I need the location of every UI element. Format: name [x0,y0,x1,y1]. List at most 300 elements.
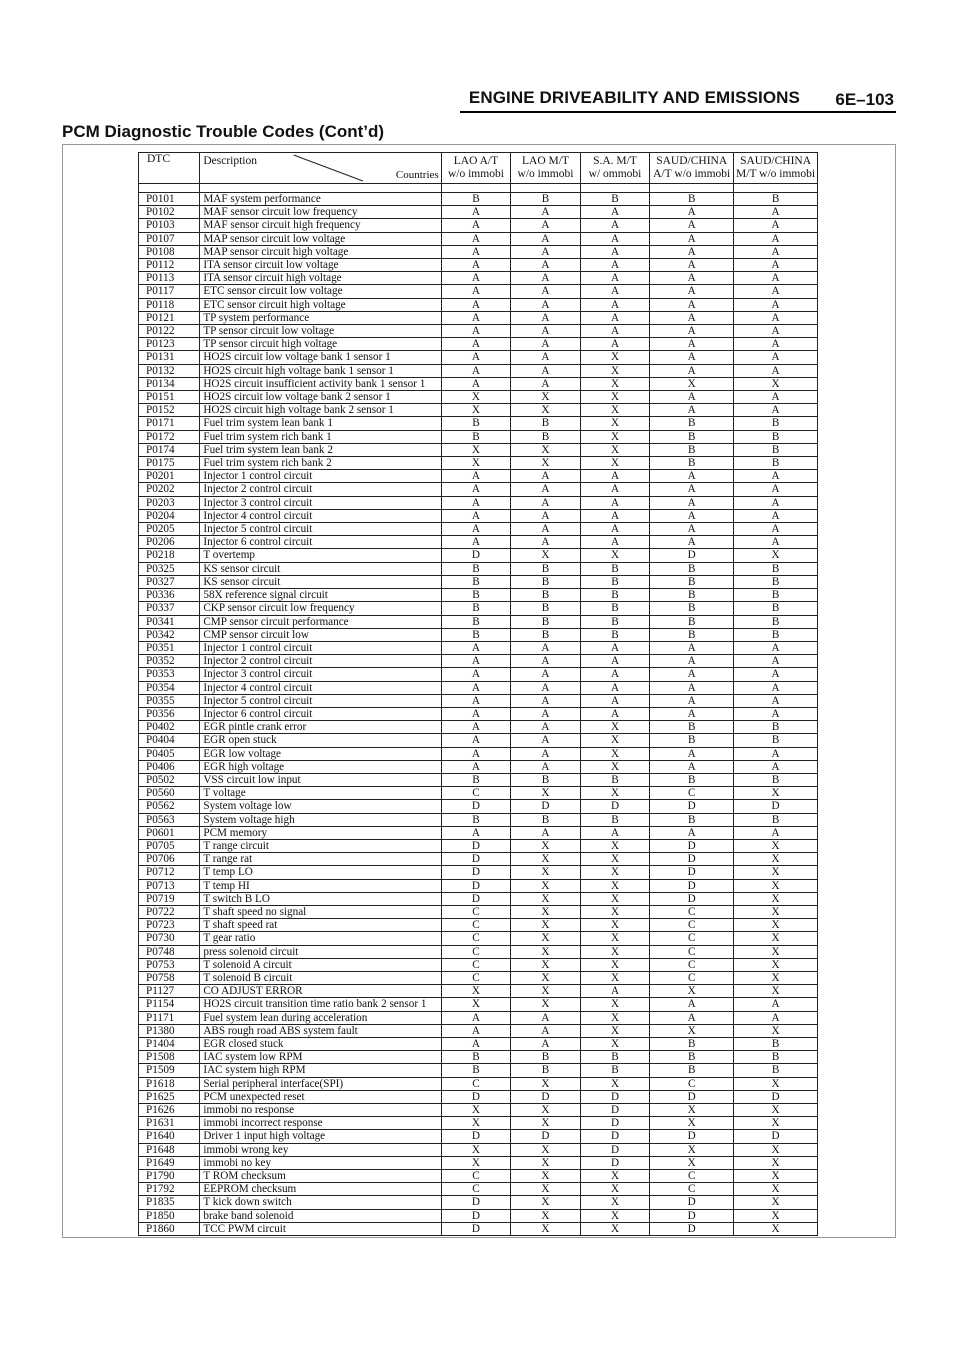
dtc-description: Injector 2 control circuit [200,655,441,668]
table-row [139,325,818,338]
dtc-status-cell: X [580,391,650,404]
table-row [139,655,818,668]
col-header-lao-at [441,153,511,184]
dtc-status-cell: A [511,747,581,760]
table-row [139,1117,818,1130]
dtc-status-cell: A [511,668,581,681]
dtc-status-cell: X [511,1209,581,1222]
table-row [139,866,818,879]
dtc-status-cell: A [650,219,734,232]
dtc-status-cell: A [511,259,581,272]
dtc-status-cell: A [650,523,734,536]
dtc-code: P0204 [139,509,200,522]
dtc-status-cell: X [650,1156,734,1169]
dtc-status-cell: B [650,193,734,206]
table-row [139,1077,818,1090]
dtc-status-cell: B [734,813,818,826]
table-row [139,694,818,707]
dtc-status-cell: A [580,206,650,219]
dtc-status-cell: B [734,417,818,430]
dtc-status-cell: C [441,919,511,932]
dtc-status-cell: B [734,615,818,628]
dtc-description: VSS circuit low input [200,773,441,786]
dtc-status-cell: X [580,787,650,800]
dtc-description: Injector 5 control circuit [200,523,441,536]
table-row [139,734,818,747]
dtc-status-cell: B [441,575,511,588]
table-row [139,377,818,390]
dtc-status-cell: B [511,628,581,641]
dtc-status-cell: X [580,351,650,364]
dtc-status-cell: A [734,509,818,522]
dtc-description: T shaft speed no signal [200,905,441,918]
table-row [139,457,818,470]
table-row [139,298,818,311]
dtc-status-cell: X [511,1143,581,1156]
table-row [139,1130,818,1143]
col-header-line1: LAO M/T [521,155,569,167]
dtc-description: HO2S circuit low voltage bank 2 sensor 1 [200,391,441,404]
dtc-status-cell: C [441,1077,511,1090]
dtc-description: EGR open stuck [200,734,441,747]
dtc-status-cell: A [580,523,650,536]
dtc-status-cell: X [511,971,581,984]
dtc-status-cell: D [441,1222,511,1235]
dtc-status-cell: X [734,1170,818,1183]
table-row [139,839,818,852]
dtc-code: P0342 [139,628,200,641]
col-header-line1: S.A. M/T [593,155,637,167]
col-header-dtc: DTC [139,153,200,184]
dtc-status-cell: X [511,1156,581,1169]
col-header-description [200,153,441,184]
table-row [139,285,818,298]
dtc-status-cell: B [511,1064,581,1077]
dtc-status-cell: A [511,523,581,536]
dtc-description: ABS rough road ABS system fault [200,1024,441,1037]
col-header-line2: A/T w/o immobi [653,168,731,180]
table-row [139,470,818,483]
dtc-status-cell: A [650,509,734,522]
dtc-status-cell: D [580,800,650,813]
dtc-code: P0705 [139,839,200,852]
dtc-code: P1850 [139,1209,200,1222]
dtc-description: TP system performance [200,311,441,324]
dtc-status-cell: C [650,787,734,800]
dtc-status-cell: X [511,404,581,417]
dtc-code: P0121 [139,311,200,324]
dtc-status-cell: A [511,826,581,839]
table-row [139,892,818,905]
dtc-status-cell: A [441,219,511,232]
dtc-status-cell: A [734,351,818,364]
dtc-status-cell: B [580,813,650,826]
dtc-code: P0713 [139,879,200,892]
dtc-status-cell: A [650,496,734,509]
dtc-status-cell: A [511,470,581,483]
dtc-status-cell: A [580,985,650,998]
dtc-status-cell: B [580,773,650,786]
dtc-status-cell: X [441,1143,511,1156]
description-label: Description [203,155,257,167]
table-row [139,562,818,575]
dtc-status-cell: B [734,721,818,734]
dtc-status-cell: A [580,259,650,272]
dtc-status-cell: X [734,971,818,984]
dtc-status-cell: A [441,734,511,747]
dtc-description: Injector 1 control circuit [200,641,441,654]
dtc-status-cell: B [650,1051,734,1064]
dtc-status-cell: A [441,245,511,258]
dtc-status-cell: X [734,1077,818,1090]
dtc-code: P0351 [139,641,200,654]
dtc-status-cell: X [734,1156,818,1169]
dtc-status-cell: A [650,655,734,668]
table-row [139,905,818,918]
dtc-status-cell: A [734,496,818,509]
dtc-status-cell: X [511,919,581,932]
dtc-status-cell: B [511,773,581,786]
dtc-status-cell: C [441,932,511,945]
dtc-status-cell: X [441,457,511,470]
dtc-status-cell: B [734,562,818,575]
dtc-status-cell: A [580,311,650,324]
dtc-status-cell: A [650,760,734,773]
dtc-status-cell: X [650,1143,734,1156]
dtc-status-cell: A [650,351,734,364]
dtc-status-cell: X [580,747,650,760]
dtc-status-cell: X [580,1011,650,1024]
dtc-table [138,152,818,1236]
dtc-status-cell: A [441,1038,511,1051]
dtc-status-cell: X [441,391,511,404]
dtc-status-cell: X [650,1024,734,1037]
dtc-status-cell: D [734,1130,818,1143]
table-row [139,417,818,430]
dtc-status-cell: B [650,417,734,430]
dtc-code: P0341 [139,615,200,628]
dtc-status-cell: X [734,1209,818,1222]
dtc-status-cell: A [734,272,818,285]
table-row [139,958,818,971]
dtc-description: T kick down switch [200,1196,441,1209]
dtc-status-cell: A [441,707,511,720]
table-row [139,826,818,839]
dtc-status-cell: A [441,681,511,694]
dtc-status-cell: X [650,1117,734,1130]
dtc-status-cell: A [511,655,581,668]
dtc-description: ITA sensor circuit high voltage [200,272,441,285]
dtc-status-cell: A [511,641,581,654]
table-row [139,549,818,562]
dtc-status-cell: C [650,919,734,932]
dtc-status-cell: X [734,1183,818,1196]
dtc-description: EGR low voltage [200,747,441,760]
dtc-status-cell: D [441,853,511,866]
dtc-status-cell: C [441,1183,511,1196]
dtc-status-cell: X [441,1156,511,1169]
dtc-status-cell: B [441,773,511,786]
dtc-status-cell: A [650,245,734,258]
dtc-code: P0152 [139,404,200,417]
dtc-status-cell: D [441,866,511,879]
dtc-code: P0748 [139,945,200,958]
table-row [139,272,818,285]
dtc-status-cell: C [441,958,511,971]
dtc-description: IAC system high RPM [200,1064,441,1077]
dtc-status-cell: D [734,800,818,813]
dtc-status-cell: B [734,602,818,615]
dtc-code: P0354 [139,681,200,694]
dtc-code: P0723 [139,919,200,932]
dtc-status-cell: A [650,707,734,720]
dtc-status-cell: B [650,1064,734,1077]
dtc-status-cell: X [511,866,581,879]
dtc-description: HO2S circuit low voltage bank 1 sensor 1 [200,351,441,364]
dtc-status-cell: A [511,1024,581,1037]
dtc-status-cell: X [511,879,581,892]
dtc-status-cell: X [441,1117,511,1130]
dtc-status-cell: X [580,1196,650,1209]
dtc-status-cell: X [734,879,818,892]
dtc-status-cell: X [734,1222,818,1235]
dtc-code: P0171 [139,417,200,430]
dtc-description: Serial peripheral interface(SPI) [200,1077,441,1090]
dtc-status-cell: A [580,483,650,496]
dtc-description: ITA sensor circuit low voltage [200,259,441,272]
table-row [139,1209,818,1222]
dtc-status-cell: A [650,470,734,483]
dtc-status-cell: A [511,285,581,298]
dtc-status-cell: A [650,641,734,654]
dtc-description: T solenoid B circuit [200,971,441,984]
dtc-description: EGR closed stuck [200,1038,441,1051]
table-row [139,1090,818,1103]
dtc-status-cell: X [580,404,650,417]
dtc-status-cell: X [511,839,581,852]
dtc-status-cell: X [734,958,818,971]
dtc-status-cell: B [441,602,511,615]
dtc-description: Fuel trim system rich bank 2 [200,457,441,470]
dtc-status-cell: X [734,866,818,879]
dtc-status-cell: X [580,760,650,773]
dtc-status-cell: X [734,377,818,390]
dtc-status-cell: A [441,694,511,707]
dtc-status-cell: A [734,641,818,654]
dtc-status-cell: A [441,760,511,773]
dtc-status-cell: B [734,575,818,588]
dtc-status-cell: A [650,694,734,707]
dtc-status-cell: X [650,1104,734,1117]
dtc-status-cell: A [441,259,511,272]
dtc-status-cell: D [650,879,734,892]
dtc-status-cell: A [734,470,818,483]
table-row [139,1064,818,1077]
dtc-description: Injector 3 control circuit [200,668,441,681]
table-row [139,575,818,588]
dtc-code: P0101 [139,193,200,206]
dtc-status-cell: A [511,536,581,549]
dtc-status-cell: X [580,1183,650,1196]
table-row [139,1051,818,1064]
dtc-description: CKP sensor circuit low frequency [200,602,441,615]
dtc-status-cell: D [650,1090,734,1103]
table-row [139,523,818,536]
dtc-status-cell: A [650,311,734,324]
dtc-description: Injector 4 control circuit [200,681,441,694]
col-header-line2: w/o immobi [517,168,574,180]
dtc-code: P1618 [139,1077,200,1090]
dtc-status-cell: X [650,985,734,998]
dtc-description: MAF sensor circuit low frequency [200,206,441,219]
dtc-status-cell: A [650,826,734,839]
table-row [139,681,818,694]
dtc-status-cell: B [511,602,581,615]
dtc-status-cell: X [580,905,650,918]
dtc-status-cell: A [511,483,581,496]
dtc-status-cell: D [580,1130,650,1143]
section-title: PCM Diagnostic Trouble Codes (Cont’d) [62,122,385,141]
dtc-status-cell: A [650,536,734,549]
dtc-status-cell: B [650,615,734,628]
dtc-status-cell: A [580,232,650,245]
dtc-code: P0753 [139,958,200,971]
dtc-status-cell: B [580,562,650,575]
dtc-status-cell: X [580,1038,650,1051]
dtc-description: CMP sensor circuit performance [200,615,441,628]
dtc-status-cell: A [580,536,650,549]
dtc-status-cell: A [650,404,734,417]
dtc-status-cell: A [650,747,734,760]
dtc-code: P0560 [139,787,200,800]
dtc-status-cell: X [580,1077,650,1090]
dtc-code: P0405 [139,747,200,760]
dtc-code: P0205 [139,523,200,536]
dtc-status-cell: C [650,971,734,984]
dtc-status-cell: X [734,1143,818,1156]
dtc-code: P0563 [139,813,200,826]
table-row [139,483,818,496]
col-header-saud-china-mt [734,153,818,184]
table-row [139,443,818,456]
dtc-status-cell: B [511,589,581,602]
dtc-status-cell: X [734,932,818,945]
dtc-status-cell: A [441,668,511,681]
dtc-code: P0112 [139,259,200,272]
dtc-description: Injector 6 control circuit [200,536,441,549]
dtc-description: TP sensor circuit high voltage [200,338,441,351]
table-row [139,813,818,826]
dtc-status-cell: X [511,443,581,456]
table-row [139,641,818,654]
dtc-status-cell: A [734,655,818,668]
dtc-code: P0206 [139,536,200,549]
dtc-description: T solenoid A circuit [200,958,441,971]
table-row [139,998,818,1011]
dtc-status-cell: A [734,681,818,694]
header-title: ENGINE DRIVEABILITY AND EMISSIONS [468,88,800,107]
dtc-status-cell: A [734,694,818,707]
dtc-code: P1648 [139,1143,200,1156]
table-row [139,245,818,258]
dtc-description: T gear ratio [200,932,441,945]
dtc-status-cell: X [580,839,650,852]
dtc-status-cell: D [441,892,511,905]
dtc-status-cell: X [734,853,818,866]
table-row [139,351,818,364]
dtc-code: P0172 [139,430,200,443]
dtc-description: Fuel trim system rich bank 1 [200,430,441,443]
dtc-status-cell: B [734,628,818,641]
dtc-status-cell: X [580,998,650,1011]
table-row [139,853,818,866]
dtc-status-cell: X [511,998,581,1011]
dtc-status-cell: B [580,1051,650,1064]
dtc-status-cell: A [580,298,650,311]
dtc-status-cell: A [511,351,581,364]
dtc-status-cell: A [650,364,734,377]
page-header [0,0,960,120]
dtc-status-cell: A [441,206,511,219]
dtc-status-cell: C [650,945,734,958]
dtc-status-cell: B [734,1051,818,1064]
dtc-code: P1631 [139,1117,200,1130]
dtc-code: P0562 [139,800,200,813]
dtc-status-cell: A [734,219,818,232]
dtc-status-cell: A [580,285,650,298]
dtc-status-cell: X [580,734,650,747]
table-row [139,721,818,734]
col-header-line2: w/o immobi [447,168,504,180]
dtc-code: P1625 [139,1090,200,1103]
dtc-status-cell: X [734,945,818,958]
dtc-code: P0406 [139,760,200,773]
table-row [139,985,818,998]
dtc-status-cell: X [441,985,511,998]
dtc-status-cell: X [580,932,650,945]
dtc-status-cell: A [580,681,650,694]
dtc-status-cell: A [441,364,511,377]
dtc-status-cell: A [511,219,581,232]
dtc-code: P0353 [139,668,200,681]
dtc-description: HO2S circuit high voltage bank 1 sensor 1 [200,364,441,377]
dtc-status-cell: A [441,311,511,324]
dtc-status-cell: A [441,483,511,496]
dtc-status-cell: D [580,1104,650,1117]
dtc-status-cell: A [734,259,818,272]
dtc-status-cell: X [580,377,650,390]
dtc-description: EGR pintle crank error [200,721,441,734]
dtc-status-cell: X [511,1117,581,1130]
dtc-status-cell: X [511,1183,581,1196]
page-number: 6E–103 [835,90,894,109]
dtc-description: MAP sensor circuit high voltage [200,245,441,258]
dtc-status-cell: X [650,377,734,390]
dtc-status-cell: X [734,549,818,562]
dtc-description: System voltage high [200,813,441,826]
dtc-code: P0712 [139,866,200,879]
dtc-status-cell: D [650,1130,734,1143]
dtc-status-cell: X [441,998,511,1011]
dtc-status-cell: X [441,1104,511,1117]
table-row [139,404,818,417]
dtc-status-cell: C [441,905,511,918]
dtc-status-cell: X [511,958,581,971]
dtc-description: TCC PWM circuit [200,1222,441,1235]
dtc-status-cell: B [511,813,581,826]
dtc-status-cell: B [441,589,511,602]
dtc-status-cell: A [580,668,650,681]
